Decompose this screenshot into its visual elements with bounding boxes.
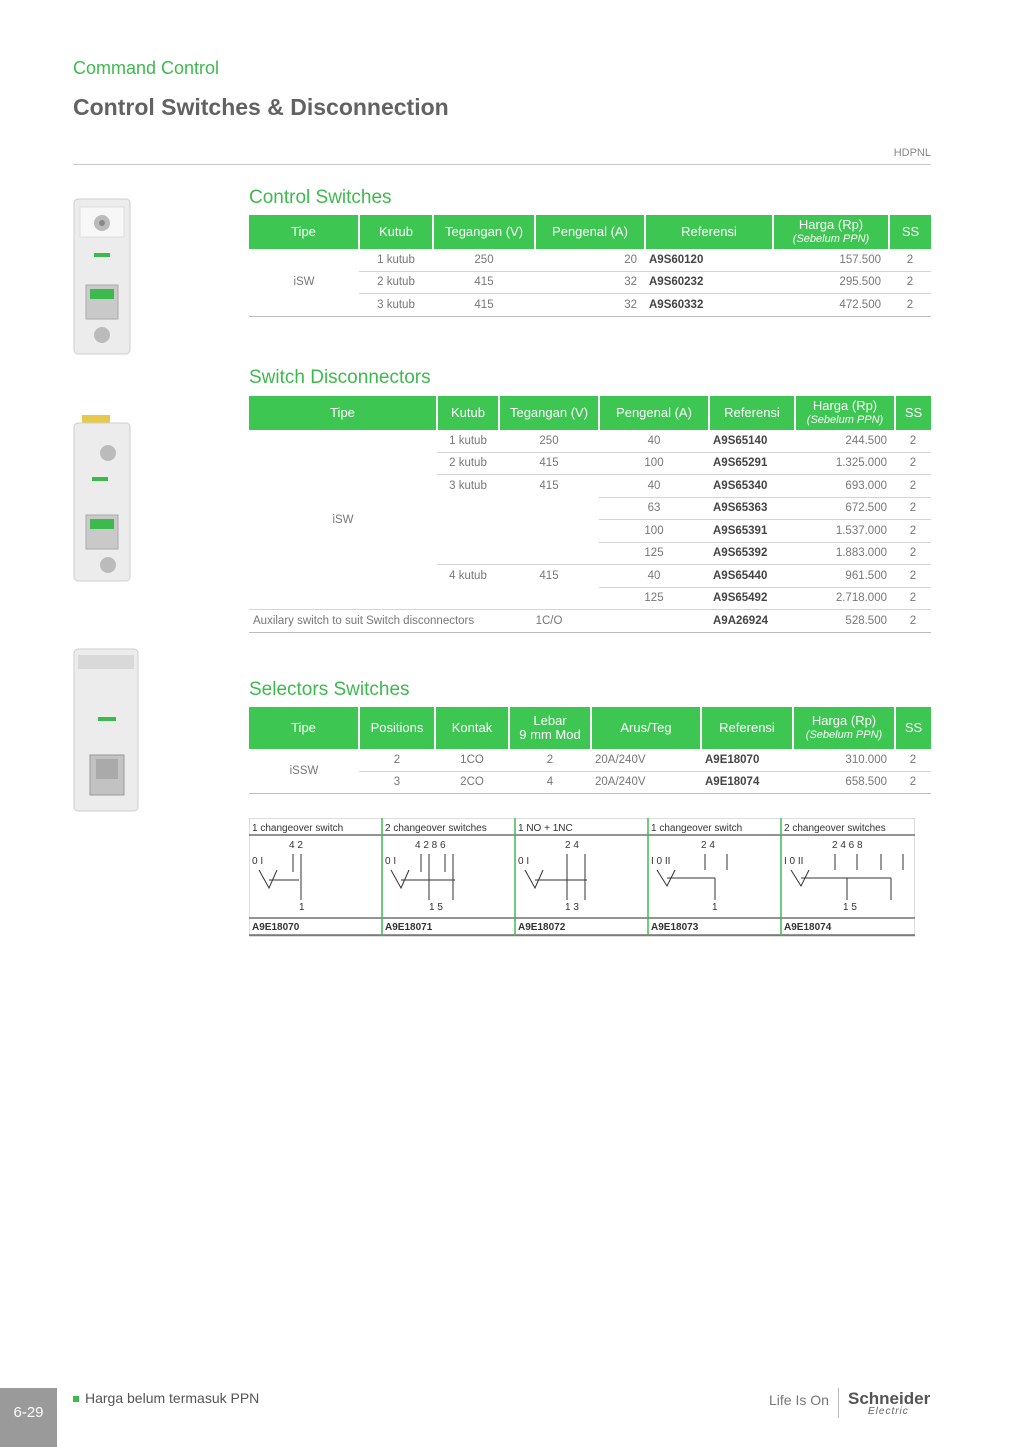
diagram-top-terminals: 2 4 xyxy=(565,840,579,851)
diagram-top-terminals: 4 2 8 6 xyxy=(415,840,446,851)
selector-switches-table xyxy=(249,707,931,794)
diagram-bottom-terminals: 1 3 xyxy=(565,902,579,913)
reference-cell: A9S65492 xyxy=(709,587,795,610)
col-referensi: Referensi xyxy=(645,215,773,249)
ss-cell: 2 xyxy=(895,475,931,498)
col-harga: Harga (Rp) (Sebelum PPN) xyxy=(795,396,895,430)
footer-note xyxy=(73,1390,259,1406)
ss-cell: 2 xyxy=(895,565,931,588)
issw-selector-switch-image xyxy=(68,645,143,815)
kutub-cell: 2 kutub xyxy=(437,452,499,475)
tegangan-cell: 415 xyxy=(539,570,559,582)
pengenal-cell: 32 xyxy=(535,271,645,294)
table-row xyxy=(249,749,931,771)
brand-divider xyxy=(838,1388,839,1418)
kutub-cell: 4 kutub xyxy=(449,570,487,582)
type-cell: iSW xyxy=(249,249,359,316)
positions-cell: 2 xyxy=(359,749,435,771)
isw-switch-disconnector-image xyxy=(68,415,138,585)
diagram-title: 1 changeover switch xyxy=(651,823,743,834)
price-cell: 157.500 xyxy=(773,249,889,271)
pengenal-cell: 32 xyxy=(535,294,645,317)
reference-cell: A9S65340 xyxy=(709,475,795,498)
col-positions: Positions xyxy=(359,707,435,749)
type-cell: iSSW xyxy=(249,749,359,794)
kontak-cell: 1CO xyxy=(435,749,509,771)
tagline: Life Is On xyxy=(769,1392,829,1408)
price-cell: 961.500 xyxy=(795,565,895,588)
switch-disconnectors-title: Switch Disconnectors xyxy=(249,367,431,388)
reference-cell: A9S60232 xyxy=(645,271,773,294)
price-cell: 244.500 xyxy=(795,430,895,452)
tegangan-cell xyxy=(499,497,599,520)
price-cell: 693.000 xyxy=(795,475,895,498)
price-cell: 658.500 xyxy=(793,771,895,794)
type-cell: iSW xyxy=(249,430,437,610)
pengenal-cell: 40 xyxy=(599,430,709,452)
positions-cell: 3 xyxy=(359,771,435,794)
brand-logo: Schneider xyxy=(848,1389,931,1408)
col-referensi: Referensi xyxy=(701,707,793,749)
diagram-top-terminals: 2 4 xyxy=(701,840,715,851)
category-title: Command Control xyxy=(73,58,220,78)
reference-cell: A9E18070 xyxy=(701,749,793,771)
footer-note-text: Harga belum termasuk PPN xyxy=(85,1390,260,1406)
diagram-top-terminals: 2 4 6 8 xyxy=(832,840,863,851)
ss-cell: 2 xyxy=(895,497,931,520)
kutub-cell xyxy=(437,520,499,543)
page-number: 6-29 xyxy=(0,1388,57,1447)
reference-cell: A9S65440 xyxy=(709,565,795,588)
auxiliary-row xyxy=(249,610,931,633)
ss-cell: 2 xyxy=(895,452,931,475)
pengenal-cell: 125 xyxy=(599,542,709,565)
col-harga: Harga (Rp) (Sebelum PPN) xyxy=(793,707,895,749)
reference-cell: A9A26924 xyxy=(709,610,795,633)
diagram-positions: 0 I xyxy=(385,856,397,867)
table-row xyxy=(249,430,931,452)
col-tegangan: Tegangan (V) xyxy=(433,215,535,249)
ss-cell: 2 xyxy=(889,271,931,294)
ss-cell: 2 xyxy=(895,749,931,771)
reference-cell: A9S65291 xyxy=(709,452,795,475)
tegangan-cell xyxy=(499,587,599,610)
isw-control-switch-image xyxy=(68,195,138,360)
tegangan-cell: 415 xyxy=(433,271,535,294)
price-cell: 672.500 xyxy=(795,497,895,520)
ss-cell: 2 xyxy=(895,587,931,610)
tegangan-cell: 250 xyxy=(433,249,535,271)
col-ss: SS xyxy=(889,215,931,249)
diagram-bottom-terminals: 1 5 xyxy=(843,902,857,913)
diagram-bottom-terminals: 1 xyxy=(712,902,718,913)
ss-cell: 2 xyxy=(895,430,931,452)
col-tipe: Tipe xyxy=(249,707,359,749)
price-cell: 1.537.000 xyxy=(795,520,895,543)
price-cell: 528.500 xyxy=(795,610,895,633)
diagram-ref: A9E18070 xyxy=(252,922,300,933)
diagram-ref: A9E18071 xyxy=(385,922,433,933)
control-switches-title: Control Switches xyxy=(249,187,392,208)
arus-cell: 20A/240V xyxy=(591,771,701,794)
col-tipe: Tipe xyxy=(249,215,359,249)
price-cell: 295.500 xyxy=(773,271,889,294)
kutub-cell: 3 kutub xyxy=(449,480,487,492)
bullet-square-icon xyxy=(73,1396,79,1402)
diagram-ref: A9E18074 xyxy=(784,922,832,933)
lebar-cell: 2 xyxy=(509,749,591,771)
price-cell: 2.718.000 xyxy=(795,587,895,610)
col-pengenal: Pengenal (A) xyxy=(535,215,645,249)
tegangan-cell: 415 xyxy=(499,452,599,475)
diagram-positions: I 0 II xyxy=(784,856,804,867)
diagram-top-terminals: 4 2 xyxy=(289,840,303,851)
kutub-cell: 2 kutub xyxy=(359,271,433,294)
pengenal-cell: 63 xyxy=(599,497,709,520)
col-lebar: Lebar 9 mm Mod xyxy=(509,707,591,749)
tegangan-cell: 250 xyxy=(499,430,599,452)
reference-cell: A9S65391 xyxy=(709,520,795,543)
pengenal-cell: 100 xyxy=(599,520,709,543)
reference-cell: A9S60332 xyxy=(645,294,773,317)
reference-cell: A9S65140 xyxy=(709,430,795,452)
table-header-row xyxy=(249,215,931,249)
table-header-row xyxy=(249,707,931,749)
diagram-positions: 0 I xyxy=(518,856,530,867)
ss-cell: 2 xyxy=(895,610,931,633)
selector-wiring-diagrams xyxy=(249,818,915,938)
diagram-title: 1 NO + 1NC xyxy=(518,823,573,834)
diagram-positions: 0 I xyxy=(252,856,264,867)
table-header-row xyxy=(249,396,931,430)
pengenal-cell: 40 xyxy=(599,475,709,498)
switch-disconnectors-table xyxy=(249,396,931,633)
tegangan-cell: 415 xyxy=(539,480,559,492)
lebar-cell: 4 xyxy=(509,771,591,794)
pengenal-cell: 20 xyxy=(535,249,645,271)
kutub-cell: 3 kutub xyxy=(359,294,433,317)
tegangan-cell: 415 xyxy=(433,294,535,317)
header-divider xyxy=(73,164,931,165)
diagram-title: 2 changeover switches xyxy=(784,823,886,834)
col-tegangan: Tegangan (V) xyxy=(499,396,599,430)
reference-cell: A9S65392 xyxy=(709,542,795,565)
pengenal-cell: 100 xyxy=(599,452,709,475)
ss-cell: 2 xyxy=(895,771,931,794)
auxiliary-value: 1C/O xyxy=(499,610,599,633)
pengenal-cell: 40 xyxy=(599,565,709,588)
diagram-title: 2 changeover switches xyxy=(385,823,487,834)
col-harga: Harga (Rp) (Sebelum PPN) xyxy=(773,215,889,249)
col-pengenal: Pengenal (A) xyxy=(599,396,709,430)
kontak-cell: 2CO xyxy=(435,771,509,794)
arus-cell: 20A/240V xyxy=(591,749,701,771)
diagram-title: 1 changeover switch xyxy=(252,823,344,834)
col-referensi: Referensi xyxy=(709,396,795,430)
auxiliary-label: Auxilary switch to suit Switch disconnectors xyxy=(249,610,499,633)
document-code: HDPNL xyxy=(893,147,931,159)
col-arus-teg: Arus/Teg xyxy=(591,707,701,749)
col-tipe: Tipe xyxy=(249,396,437,430)
tegangan-cell xyxy=(499,520,599,543)
ss-cell: 2 xyxy=(895,542,931,565)
diagram-bottom-terminals: 1 5 xyxy=(429,902,443,913)
diagram-positions: I 0 II xyxy=(651,856,671,867)
kutub-cell xyxy=(437,587,499,610)
diagram-bottom-terminals: 1 xyxy=(299,902,305,913)
kutub-cell: 1 kutub xyxy=(359,249,433,271)
price-cell: 472.500 xyxy=(773,294,889,317)
table-row xyxy=(249,249,931,271)
control-switches-table xyxy=(249,215,931,317)
price-cell: 1.325.000 xyxy=(795,452,895,475)
tegangan-cell xyxy=(499,542,599,565)
kutub-cell xyxy=(437,542,499,565)
col-kontak: Kontak xyxy=(435,707,509,749)
diagram-ref: A9E18072 xyxy=(518,922,566,933)
col-kutub: Kutub xyxy=(437,396,499,430)
ss-cell: 2 xyxy=(889,249,931,271)
kutub-cell xyxy=(437,497,499,520)
page-title: Control Switches & Disconnection xyxy=(73,94,449,120)
selector-switches-title: Selectors Switches xyxy=(249,679,410,700)
kutub-cell: 1 kutub xyxy=(437,430,499,452)
reference-cell: A9S65363 xyxy=(709,497,795,520)
price-cell: 1.883.000 xyxy=(795,542,895,565)
ss-cell: 2 xyxy=(889,294,931,317)
col-ss: SS xyxy=(895,707,931,749)
price-cell: 310.000 xyxy=(793,749,895,771)
reference-cell: A9E18074 xyxy=(701,771,793,794)
pengenal-cell: 125 xyxy=(599,587,709,610)
diagram-ref: A9E18073 xyxy=(651,922,699,933)
col-ss: SS xyxy=(895,396,931,430)
ss-cell: 2 xyxy=(895,520,931,543)
col-kutub: Kutub xyxy=(359,215,433,249)
brand-logo-sub: Electric xyxy=(868,1406,909,1417)
reference-cell: A9S60120 xyxy=(645,249,773,271)
